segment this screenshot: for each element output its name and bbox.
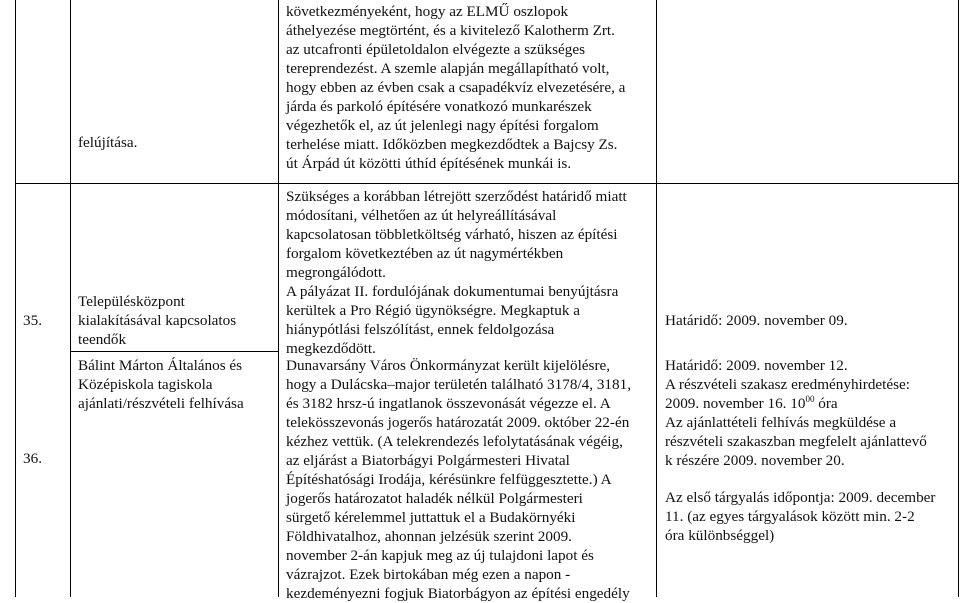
status-line: hiánypótlási felszólítást, ennek feldolgozása: [286, 321, 555, 338]
status-cell-contract: [286, 187, 627, 282]
table-border-left: [15, 0, 16, 597]
row-number-35: [23, 311, 42, 330]
table-col-divider-1: [70, 0, 71, 597]
task-line: kialakításával kapcsolatos: [78, 312, 237, 329]
row-number: 36.: [23, 450, 42, 467]
table-col-divider-2: [278, 0, 279, 597]
task-line: teendők: [78, 331, 127, 348]
status-line: jogerős határozatot haladék nélkül Polgármesteri: [286, 490, 583, 507]
deadline-line: részvételi szakaszban megfelelt ajánlattevő: [665, 433, 927, 450]
status-cell-continued: [286, 2, 625, 173]
status-line: Szükséges a korábban létrejött szerződést határidő miatt: [286, 188, 627, 205]
status-line: az eljárást a Biatorbágyi Polgármesteri Hivatal: [286, 452, 570, 469]
status-cell-36: [286, 356, 631, 603]
deadline-line: 11. (az egyes tárgyalások között min. 2-2: [665, 508, 915, 525]
status-line: út Árpád út közötti úthíd építésének munkái is.: [286, 155, 572, 172]
deadline-line: Határidő: 2009. november 12.: [665, 357, 848, 374]
deadline-hour-word: óra: [814, 395, 838, 412]
status-line: kézhez vettük. (A telekrendezés lefolytatásának végéig,: [286, 433, 623, 450]
deadline-line: óra különbséggel): [665, 527, 775, 544]
deadline-date: 2009. november 16. 10: [665, 395, 806, 412]
row-number: 35.: [23, 312, 42, 329]
deadline-line: k részére 2009. november 20.: [665, 452, 845, 469]
task-line: Középiskola tagiskola: [78, 376, 213, 393]
status-line: forgalom következtében az út nagymértékben: [286, 245, 564, 262]
status-line: és 3182 hrsz-ú ingatlanok összevonását végezze el. A: [286, 395, 611, 412]
status-line: módosítani, vélhetően az út helyreállításával: [286, 207, 557, 224]
status-line: hogy a Dulácska–major területén található 3178/4, 3181,: [286, 376, 631, 393]
status-line: kezdeményezni fogjuk Biatorbágyon az építési engedély: [286, 585, 630, 602]
status-line: hogy ebben az évben csak a csapadékvíz elvezetésére, a: [286, 79, 626, 96]
status-cell-35: [286, 282, 618, 358]
row-number-36: [23, 449, 42, 468]
deadline-line: Az első tárgyalás időpontja: 2009. december: [665, 489, 936, 506]
status-line: áthelyezése megtörtént, és a kivitelező Kalotherm Zrt.: [286, 22, 615, 39]
status-line: Földhivatalhoz, ahonnan jelzésük szerint 2009.: [286, 528, 572, 545]
status-line: végezhetők el, az út jelenlegi nagy építési forgalom: [286, 117, 599, 134]
task-cell-35: [78, 292, 236, 349]
status-line: A pályázat II. fordulójának dokumentumai benyújtásra: [286, 283, 619, 300]
task-cell-continued: [78, 133, 137, 152]
task-line: ajánlati/részvételi felhívása: [78, 395, 244, 412]
status-line: vázrajzot. Ezek birtokában még ezen a napon -: [286, 566, 571, 583]
task-text: felújítása.: [78, 134, 138, 151]
deadline-cell-35: [665, 311, 848, 330]
deadline-text: Határidő: 2009. november 09.: [665, 312, 848, 329]
deadline-line: A részvételi szakasz eredményhirdetése:: [665, 376, 910, 393]
status-line: tereprendezést. A szemle alapján megállapítható volt,: [286, 60, 610, 77]
status-line: kapcsolatosan többletköltség várható, hiszen az építési: [286, 226, 618, 243]
deadline-cell-36: [665, 356, 935, 545]
status-line: terhelése miatt. Időközben megkezdődtek a Bajcsy Zs.: [286, 136, 618, 153]
deadline-line-time: [665, 394, 935, 413]
status-line: járda és parkoló építésére vonatkozó munkarészek: [286, 98, 592, 115]
task-cell-36: [78, 356, 244, 413]
table-col-divider-4: [958, 0, 959, 597]
task-line: Bálint Márton Általános és: [78, 357, 243, 374]
status-line: megkezdődött.: [286, 340, 376, 357]
status-line: Építéshatósági Irodája, kérésünkre felfüggesztette.) A: [286, 471, 612, 488]
deadline-minutes-superscript: 00: [805, 394, 815, 404]
status-line: november 2-án kapjuk meg az új tulajdoni lapot és: [286, 547, 594, 564]
status-line: Dunavarsány Város Önkormányzat került kijelölésre,: [286, 357, 611, 374]
status-line: telekösszevonás jogerős határozatát 2009. október 22-én: [286, 414, 630, 431]
task-divider: [70, 351, 278, 352]
deadline-spacer: [665, 470, 935, 488]
status-line: sürgető kérelemmel juttattuk el a Budakörnyéki: [286, 509, 576, 526]
status-line: az utcafronti épületoldalon elvégezte a szükséges: [286, 41, 585, 58]
table-col-divider-3: [656, 0, 657, 597]
status-line: kerültek a Pro Régió ügynökségre. Megkaptuk a: [286, 302, 580, 319]
status-line: megrongálódott.: [286, 264, 386, 281]
task-line: Településközpont: [78, 293, 185, 310]
deadline-line: Az ajánlattételi felhívás megküldése a: [665, 414, 897, 431]
status-line: következményeként, hogy az ELMŰ oszlopok: [286, 3, 569, 20]
row-divider: [15, 183, 958, 184]
